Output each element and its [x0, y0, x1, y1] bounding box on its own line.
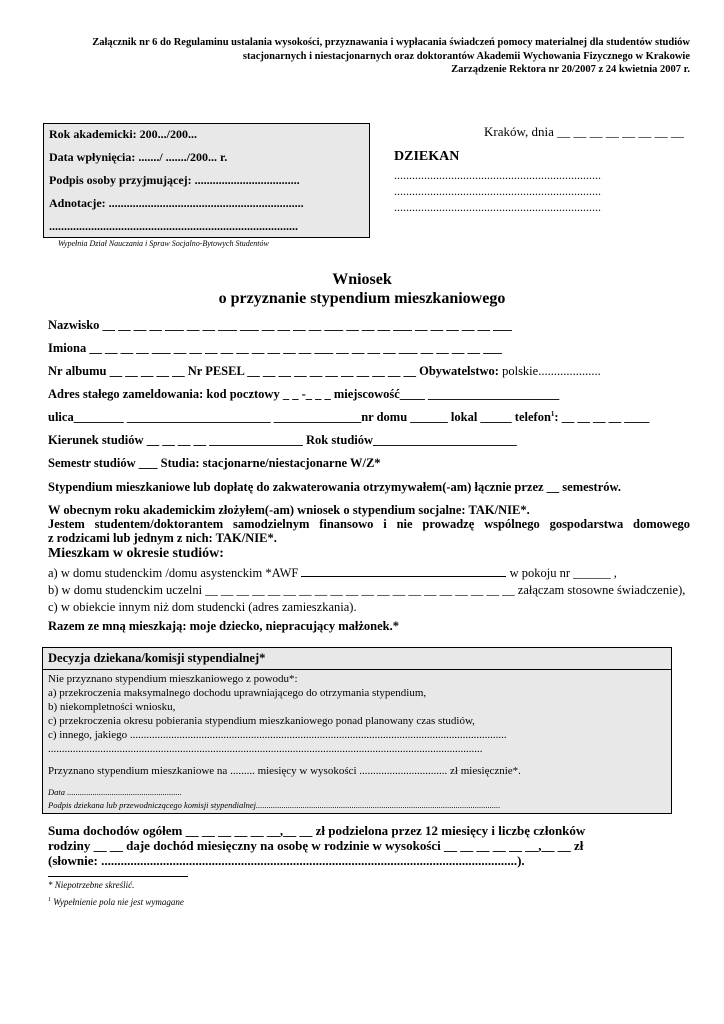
header-line-2: stacjonarnych i niestacjonarnych oraz doktorantów Akademii Wychowania Fizycznego w Krakowie: [242, 50, 690, 62]
dean-address-line-3: .....................................................................: [394, 200, 601, 214]
citizenship-value[interactable]: polskie....................: [502, 364, 601, 378]
option-c-row[interactable]: c) w obiekcie innym niż dom studencki (adres zamieszkania).: [48, 600, 357, 614]
decision-date[interactable]: Data ......................................................: [48, 787, 182, 797]
residence-heading: Mieszkam w okresie studiów:: [48, 546, 224, 561]
street-row: [48, 410, 649, 425]
option-a-row[interactable]: [48, 566, 617, 581]
album-pesel-field[interactable]: Nr albumu __ __ __ __ __ Nr PESEL __ __ __ __ __ __ __ __ __ __ __: [48, 364, 416, 378]
album-pesel-row: [48, 364, 601, 379]
decision-line-1: Nie przyznano stypendium mieszkaniowego z powodu*:: [48, 673, 298, 685]
option-a-room[interactable]: w pokoju nr ______ ,: [509, 566, 617, 580]
household-members-field[interactable]: Razem ze mną mieszkają: moje dziecko, niepracujący małżonek.*: [48, 619, 399, 633]
footnote-1: * Niepotrzebne skreślić.: [48, 880, 135, 890]
form-subtitle: o przyznanie stypendium mieszkaniowego: [218, 290, 506, 307]
phone-field[interactable]: : __ __ __ __ ____: [554, 410, 650, 425]
faculty-field[interactable]: Kierunek studiów __ __ __ __ _______________ Rok studiów_______________________: [48, 433, 517, 447]
footnote-divider: [48, 876, 188, 877]
decision-granted-line[interactable]: Przyznano stypendium mieszkaniowe na ......... miesięcy w wysokości ................................ zł miesięcznie*.: [48, 765, 521, 777]
registration-box: [43, 123, 370, 238]
income-summary-line-1[interactable]: Suma dochodów ogółem __ __ __ __ __ __,__ __ zł podzielona przez 12 miesięcy i liczbę członków: [48, 823, 586, 838]
option-b-row[interactable]: [48, 583, 685, 598]
decision-title: Decyzja dziekana/komisji stypendialnej*: [48, 651, 266, 665]
dean-address-line-2: .....................................................................: [394, 184, 601, 198]
first-names-field[interactable]: Imiona __ __ __ __ ___ __ __ __ __ __ __ __ __ __ ___ __ __ __ __ ___ __ __ __ __ ___: [48, 341, 502, 355]
annotations-field[interactable]: Adnotacje: .................................................................: [49, 196, 304, 210]
income-summary-line-2[interactable]: rodziny __ __ daje dochód miesięczny na osobę w rodzinie w wysokości __ __ __ __ __ __,__ __ zł: [48, 838, 584, 853]
decision-signature[interactable]: Podpis dziekana lub przewodniczącego komisji stypendialnej...................................................................................................................: [48, 800, 501, 810]
independent-line-1[interactable]: Jestem studentem/doktorantem samodzielnym finansowo i nie prowadzę wspólnego gospodarstwa domowego: [48, 517, 690, 531]
semester-field[interactable]: Semestr studiów ___ Studia: stacjonarne/niestacjonarne W/Z*: [48, 456, 381, 470]
academic-year-field[interactable]: Rok akademicki: 200.../200...: [49, 127, 198, 141]
footnote-2: [48, 897, 184, 907]
decision-header: [43, 648, 671, 670]
decision-line-4: c) przekroczenia okresu pobierania stypendium mieszkaniowego ponad planowany czas studiów,: [48, 715, 475, 727]
option-b-suffix: załączam stosowne świadczenie),: [517, 583, 686, 597]
citizenship-label: Obywatelstwo:: [419, 364, 499, 378]
decision-line-6[interactable]: ..............................................................................................................................................................: [48, 743, 483, 755]
form-title: Wniosek: [332, 271, 392, 288]
footnote-marker: 1: [550, 410, 555, 418]
decision-line-5[interactable]: c) innego, jakiego .........................................................................................................................................: [48, 729, 507, 741]
date-place-field[interactable]: Kraków, dnia __ __ __ __ __ __ __ __: [484, 124, 684, 139]
housing-subsidy-field[interactable]: Stypendium mieszkaniowe lub dopłatę do zakwaterowania otrzymywałem(-am) łącznie przez __ semestrów.: [48, 480, 621, 494]
surname-field[interactable]: Nazwisko __ __ __ __ ___ __ __ ___ ___ __ __ __ __ ___ __ __ __ ___ __ __ __ __ __ ___: [48, 318, 512, 332]
option-b-label: b) w domu studenckim uczelni __ __ __ __ __ __ __ __ __ __ __ __ __ __ __ __ __ __ __ __: [48, 583, 515, 597]
registration-note: Wypełnia Dział Nauczania i Spraw Socjalno-Bytowych Studentów: [58, 239, 269, 248]
street-field[interactable]: ulica________ _______________________ ______________nr domu ______ lokal _____ telefon: [48, 410, 551, 425]
dean-address-line-1: .....................................................................: [394, 168, 601, 182]
option-a-blank[interactable]: [301, 566, 506, 577]
income-summary-words[interactable]: (słownie: ................................................................................................................................).: [48, 853, 525, 868]
receiver-signature-field[interactable]: Podpis osoby przyjmującej: ...................................: [49, 173, 300, 187]
address-field[interactable]: Adres stałego zameldowania: kod pocztowy _ _ -_ _ _ miejscowość____ _____________________: [48, 387, 560, 401]
header-line-3: Zarządzenie Rektora nr 20/2007 z 24 kwietnia 2007 r.: [451, 64, 690, 75]
footnote-2-text: Wypełnienie pola nie jest wymagane: [53, 897, 184, 907]
decision-line-3: b) niekompletności wniosku,: [48, 701, 176, 713]
document-header: [10, 36, 690, 77]
decision-line-2: a) przekroczenia maksymalnego dochodu uprawniającego do otrzymania stypendium,: [48, 687, 427, 699]
option-a-label: a) w domu studenckim /domu asystenckim *AWF: [48, 566, 299, 580]
independent-line-2[interactable]: z rodzicami lub jednym z nich: TAK/NIE*.: [48, 531, 277, 545]
footnote-2-marker: 1: [48, 897, 51, 903]
annotations-continuation[interactable]: ...................................................................................: [49, 219, 298, 233]
dean-heading: DZIEKAN: [394, 149, 460, 164]
header-line-1: Załącznik nr 6 do Regulaminu ustalania wysokości, przyznawania i wypłacania świadczeń pomocy materialnej dla studentów studiów: [92, 37, 690, 48]
social-scholarship-field[interactable]: W obecnym roku akademickim złożyłem(-am) wniosek o stypendium socjalne: TAK/NIE*.: [48, 503, 530, 517]
decision-box: [42, 647, 672, 814]
receipt-date-field[interactable]: Data wpłynięcia: ......./ ......./200... r.: [49, 150, 228, 164]
